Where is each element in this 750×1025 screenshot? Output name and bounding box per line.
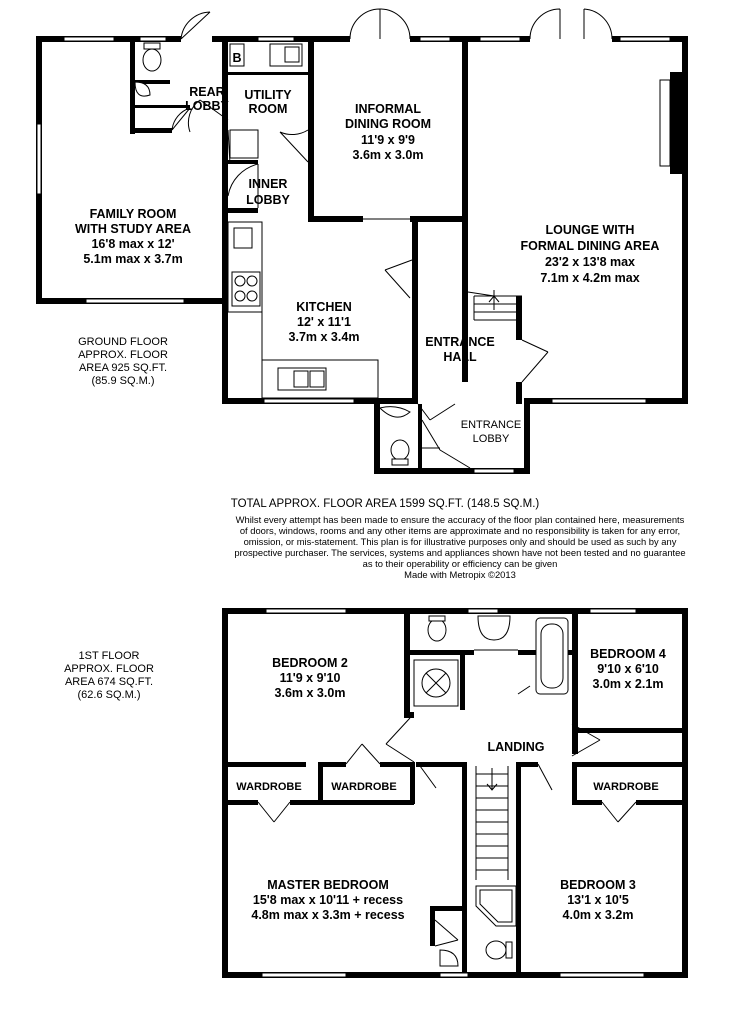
wall (462, 36, 468, 296)
wall (516, 296, 522, 340)
bedroom2-label-1: BEDROOM 2 (272, 656, 348, 670)
door (602, 802, 636, 822)
disclaimer-line: Whilst every attempt has been made to ensure the accuracy of the floor plan contained here, measurements (235, 514, 685, 525)
wall (228, 160, 258, 164)
wall (222, 608, 228, 978)
wall (374, 398, 380, 474)
wall (682, 608, 688, 978)
wall (572, 800, 602, 805)
window (258, 37, 294, 41)
wall (130, 36, 135, 134)
window (64, 37, 114, 41)
toilet (143, 49, 161, 71)
bedroom3-label-3: 4.0m x 3.2m (562, 908, 634, 922)
wall (572, 728, 682, 733)
master-bedroom-label-1: MASTER BEDROOM (267, 878, 389, 892)
wall (460, 650, 465, 710)
informal-dining-label-2: DINING ROOM (344, 117, 432, 131)
wall (516, 762, 538, 767)
window (37, 124, 41, 194)
door (181, 12, 210, 39)
hob-ring (247, 276, 257, 286)
toilet (391, 440, 409, 460)
kitchen-sink-bowl (310, 371, 324, 387)
wall (380, 762, 414, 767)
wall (404, 712, 414, 718)
bedroom4-label-1: BEDROOM 4 (590, 647, 666, 661)
basin (478, 616, 510, 640)
basin (440, 950, 458, 966)
bedroom4-label-2: 9'10 x 6'10 (597, 662, 659, 676)
window (440, 973, 468, 977)
lounge-label-3: 23'2 x 13'8 max (544, 255, 636, 269)
wall (572, 762, 682, 767)
kitchen-sink-bowl (294, 371, 308, 387)
wall (228, 208, 258, 213)
utility-room-label-1: UTILITY (244, 88, 292, 102)
entrance-lobby-label-1: ENTRANCE (460, 419, 522, 431)
ground-floor-area-line: AREA 925 SQ.FT. (78, 362, 168, 374)
door (468, 292, 522, 296)
door (385, 260, 412, 298)
wall (410, 216, 468, 222)
family-room-label-1: FAMILY ROOM (89, 207, 177, 221)
informal-dining-label-1: INFORMAL (355, 102, 421, 116)
bedroom3-label-2: 13'1 x 10'5 (567, 893, 629, 907)
wall (308, 216, 363, 222)
wall (130, 128, 172, 133)
wall (636, 800, 682, 805)
toilet (486, 941, 506, 959)
wall (228, 762, 306, 767)
disclaimer-line: omission, or mis-statement. This plan is for illustrative purposes only and should be used as such by any (243, 536, 677, 547)
ground-floor-area-line: GROUND FLOOR (78, 336, 168, 348)
wall (516, 382, 522, 404)
rear-lobby-label-2: LOBBY (185, 99, 229, 113)
disclaimer-line: of doors, windows, rooms and any other items are approximate and no responsibility is taken for any error, (239, 525, 681, 536)
window (468, 609, 498, 613)
rear-lobby-label-1: REAR (189, 85, 225, 99)
bedroom4-label-3: 3.0m x 2.1m (592, 677, 664, 691)
toilet-cistern (392, 459, 408, 465)
door (280, 130, 308, 162)
stair-arrow (487, 768, 497, 790)
entrance-hall-label-1: ENTRANCE (425, 335, 495, 349)
first-floor-area-line: 1ST FLOOR (78, 650, 140, 662)
disclaimer (200, 514, 720, 580)
wall (416, 762, 462, 767)
wall (318, 762, 323, 804)
ground-floor-area-line: APPROX. FLOOR (78, 349, 168, 361)
basin (380, 407, 410, 417)
utility-sink-bowl (285, 47, 299, 62)
entrance-lobby-label-2: LOBBY (472, 433, 510, 445)
first-floor-area-line: APPROX. FLOOR (64, 663, 154, 675)
kitchen-label-2: 12' x 11'1 (297, 315, 351, 329)
window (262, 973, 346, 977)
door (258, 802, 290, 822)
hob-ring (235, 276, 245, 286)
wall (290, 800, 414, 805)
door (435, 920, 458, 946)
family-room-label-4: 5.1m max x 3.7m (83, 252, 183, 266)
french-door (530, 9, 612, 39)
wall (308, 36, 314, 222)
wall (670, 72, 688, 174)
total-floor-area: TOTAL APPROX. FLOOR AREA 1599 SQ.FT. (148.5 SQ.M.) (230, 498, 540, 510)
wall (228, 800, 258, 805)
wall (430, 906, 466, 911)
wall (410, 762, 415, 804)
window (140, 37, 166, 41)
wall (412, 222, 418, 402)
hob-ring (247, 291, 257, 301)
wardrobe-label: WARDROBE (236, 781, 302, 793)
ground-floor-area (58, 336, 188, 388)
door (420, 766, 436, 788)
disclaimer-line: as to their operability or efficiency can be given (362, 558, 558, 569)
door (538, 764, 552, 790)
bedroom2-label-2: 11'9 x 9'10 (279, 671, 341, 685)
inner-lobby-label-2: LOBBY (246, 193, 290, 207)
wall (228, 72, 308, 75)
family-room-label-2: WITH STUDY AREA (75, 222, 191, 236)
basin (135, 82, 150, 96)
toilet-cistern (506, 942, 512, 958)
bedroom3-label-1: BEDROOM 3 (560, 878, 636, 892)
lounge-label-1: LOUNGE WITH (545, 223, 635, 237)
wall (310, 36, 350, 42)
window (590, 609, 636, 613)
wardrobe-label: WARDROBE (331, 781, 397, 793)
landing-label: LANDING (487, 740, 545, 754)
lounge-label-2: FORMAL DINING AREA (520, 239, 660, 253)
door (418, 404, 455, 420)
door (386, 718, 414, 762)
window (480, 37, 520, 41)
wall (572, 762, 577, 804)
informal-dining-label-4: 3.6m x 3.0m (352, 148, 424, 162)
utility-counter (230, 130, 258, 158)
family-room-label-3: 16'8 max x 12' (91, 237, 175, 251)
wardrobe-label: WARDROBE (593, 781, 659, 793)
toilet-cistern (144, 43, 160, 49)
stair-arrow (489, 296, 499, 310)
wall (418, 404, 422, 468)
wall (462, 762, 467, 972)
bedroom2-label-3: 3.6m x 3.0m (274, 686, 346, 700)
kitchen-label-1: KITCHEN (296, 300, 352, 314)
oven (234, 228, 252, 248)
window (420, 37, 450, 41)
door (518, 686, 530, 694)
wall (524, 398, 530, 474)
window (266, 609, 346, 613)
hob-ring (235, 291, 245, 301)
boiler-label: B (232, 51, 242, 65)
entrance-hall-label-2: HALL (443, 350, 477, 364)
door (522, 340, 548, 382)
window (86, 299, 184, 303)
lounge-label-4: 7.1m x 4.2m max (540, 271, 640, 285)
informal-dining-label-3: 11'9 x 9'9 (361, 133, 415, 147)
wall (404, 614, 410, 714)
disclaimer-line: prospective purchaser. The services, systems and appliances shown have not been tested and no guarantee (234, 547, 686, 558)
window (620, 37, 670, 41)
ground-floor-area-line: (85.9 SQ.M.) (91, 375, 155, 387)
inner-lobby-label-1: INNER (248, 177, 288, 191)
wall (516, 762, 521, 972)
window (474, 469, 514, 473)
master-bedroom-label-3: 4.8m max x 3.3m + recess (251, 908, 405, 922)
utility-room-label-2: ROOM (248, 102, 288, 116)
fireplace (660, 80, 670, 166)
window (560, 973, 644, 977)
toilet (428, 619, 446, 641)
bath-inner (541, 624, 563, 688)
first-floor-area-line: AREA 674 SQ.FT. (64, 676, 154, 688)
french-door (350, 9, 410, 39)
door (346, 744, 380, 764)
window (552, 399, 646, 403)
first-floor-area-line: (62.6 SQ.M.) (77, 689, 141, 701)
master-bedroom-label-2: 15'8 max x 10'11 + recess (252, 893, 404, 907)
wall (430, 906, 435, 946)
credit: Made with Metropix ©2013 (404, 569, 516, 580)
first-floor-area (44, 650, 174, 702)
wall (130, 105, 190, 108)
toilet-cistern (429, 616, 445, 621)
kitchen-label-3: 3.7m x 3.4m (288, 330, 360, 344)
stairs (474, 290, 516, 320)
window (264, 399, 354, 403)
